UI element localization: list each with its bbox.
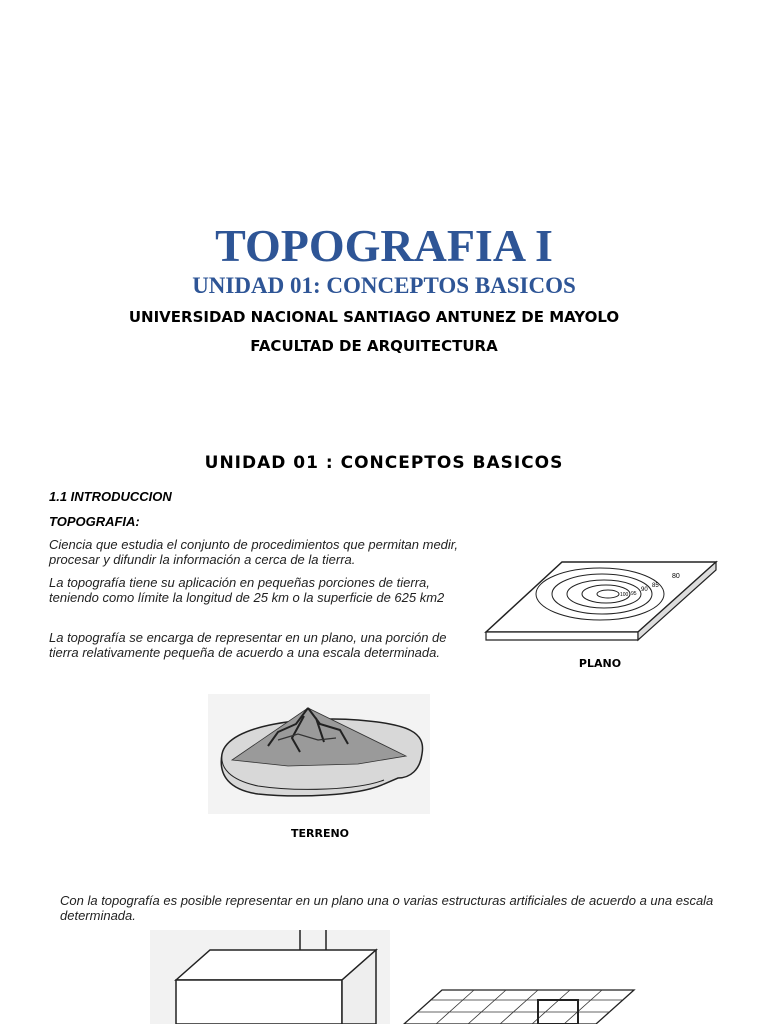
paragraph-application: La topografía tiene su aplicación en pequeñas porciones de tierra, teniendo como límite la longitud de 25 km o la superficie de 625 km2 <box>49 575 445 605</box>
contour-label-100: 100 <box>620 592 629 598</box>
contour-label-95: 95 <box>631 591 637 597</box>
structure-illustration <box>150 930 390 1024</box>
paragraph-representation: La topografía se encarga de representar en un plano, una porción de tierra relativamente pequeña de acuerdo a una escala determinada. <box>49 630 447 660</box>
paragraph-definition: Ciencia que estudia el conjunto de procedimientos que permitan medir, procesar y difundir la información a cerca de la tierra. <box>49 537 459 567</box>
intro-heading: 1.1 INTRODUCCION <box>49 489 172 504</box>
document-subtitle: UNIDAD 01: CONCEPTOS BASICOS <box>192 273 576 298</box>
university-name: UNIVERSIDAD NACIONAL SANTIAGO ANTUNEZ DE MAYOLO <box>128 308 620 326</box>
contour-label-80: 80 <box>672 573 680 580</box>
terreno-caption: TERRENO <box>290 827 350 840</box>
plano-illustration <box>480 552 720 652</box>
contour-label-90: 90 <box>641 587 648 593</box>
topografia-heading: TOPOGRAFIA: <box>49 514 140 529</box>
terreno-illustration <box>208 694 430 814</box>
paragraph-structures: Con la topografía es posible representar en un plano una o varias estructuras artificiales de acuerdo a una escala determinada. <box>60 893 714 923</box>
plano-caption: PLANO <box>578 657 622 670</box>
document-title: TOPOGRAFIA I <box>215 220 553 271</box>
section-title: UNIDAD 01 : CONCEPTOS BASICOS <box>204 453 564 473</box>
grid-plan-illustration <box>400 986 640 1024</box>
faculty-name: FACULTAD DE ARQUITECTURA <box>250 337 498 355</box>
contour-label-85: 85 <box>652 583 659 589</box>
